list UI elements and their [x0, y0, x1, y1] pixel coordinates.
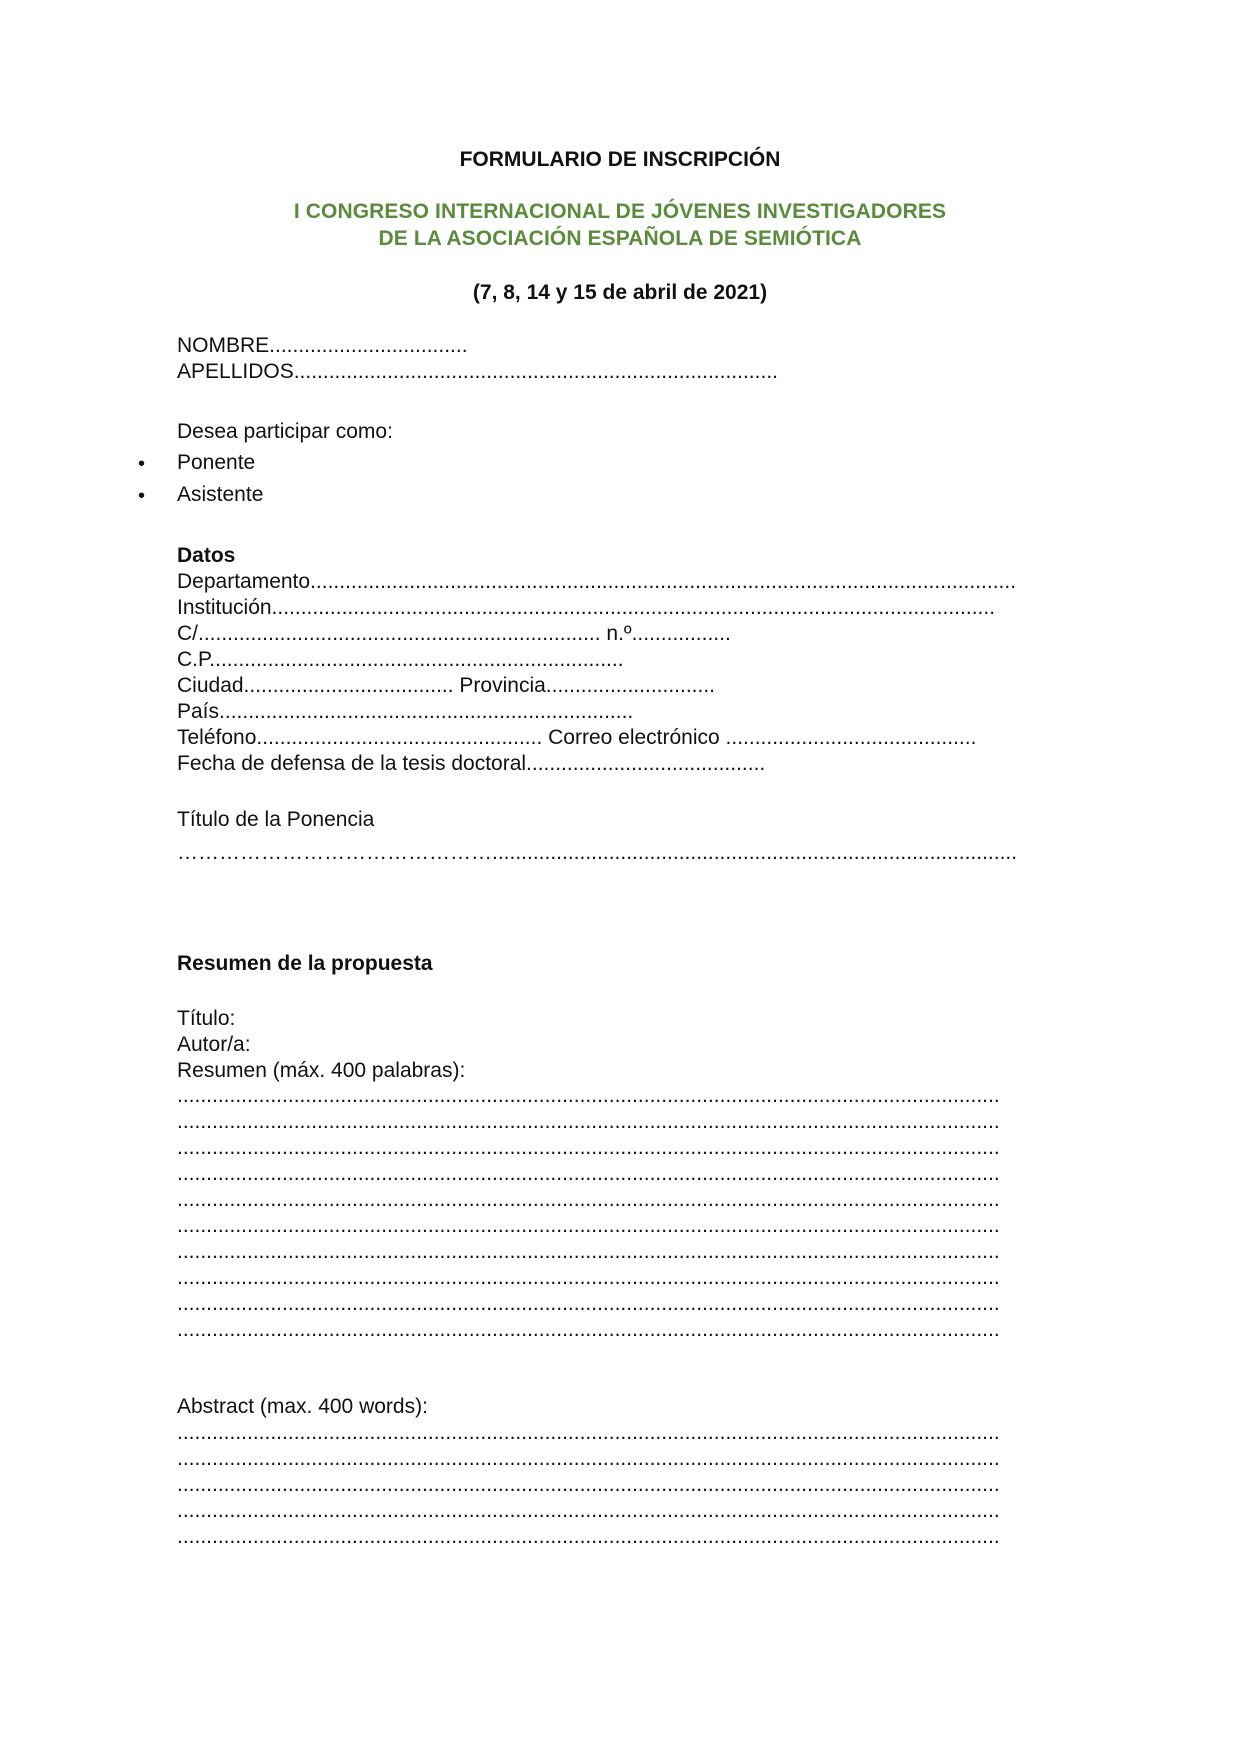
- abstract-line[interactable]: .............................................................................................................................................: [177, 1525, 1000, 1548]
- resumen-line[interactable]: .............................................................................................................................................: [177, 1292, 1000, 1315]
- resumen-line[interactable]: .............................................................................................................................................: [177, 1240, 1000, 1263]
- departamento-field[interactable]: Departamento.........................................................................................................................: [177, 570, 1017, 593]
- codigo-postal-field[interactable]: C.P.......................................................................: [177, 648, 624, 671]
- resumen-titulo-label: Título:: [177, 1007, 236, 1030]
- fecha-defensa-tesis-field[interactable]: Fecha de defensa de la tesis doctoral.........................................: [177, 752, 766, 775]
- titulo-ponencia-label: Título de la Ponencia: [177, 808, 375, 831]
- ciudad-provincia-field[interactable]: Ciudad.................................... Provincia.............................: [177, 674, 715, 697]
- calle-numero-field[interactable]: C/..................................................................... n.º.................: [177, 622, 731, 645]
- resumen-autor-label: Autor/a:: [177, 1033, 251, 1056]
- resumen-line[interactable]: .............................................................................................................................................: [177, 1188, 1000, 1211]
- resumen-line[interactable]: .............................................................................................................................................: [177, 1266, 1000, 1289]
- resumen-line[interactable]: .............................................................................................................................................: [177, 1136, 1000, 1159]
- resumen-heading: Resumen de la propuesta: [177, 952, 433, 975]
- telefono-correo-field[interactable]: Teléfono................................................. Correo electrónico ...........................................: [177, 726, 977, 749]
- abstract-line[interactable]: .............................................................................................................................................: [177, 1421, 1000, 1444]
- congress-name-line-2: DE LA ASOCIACIÓN ESPAÑOLA DE SEMIÓTICA: [378, 227, 862, 250]
- nombre-field[interactable]: NOMBRE..................................: [177, 334, 468, 357]
- titulo-ponencia-field[interactable]: ………………………………………..........................................................................................: [177, 841, 1018, 864]
- participation-question: Desea participar como:: [177, 420, 393, 443]
- resumen-line[interactable]: .............................................................................................................................................: [177, 1214, 1000, 1237]
- bullet-icon: •: [138, 453, 146, 475]
- form-title: FORMULARIO DE INSCRIPCIÓN: [459, 148, 781, 171]
- congress-dates: (7, 8, 14 y 15 de abril de 2021): [472, 281, 768, 304]
- abstract-label: Abstract (max. 400 words):: [177, 1395, 428, 1418]
- bullet-icon: •: [138, 485, 146, 507]
- resumen-palabras-label: Resumen (máx. 400 palabras):: [177, 1059, 466, 1082]
- option-asistente[interactable]: Asistente: [177, 483, 264, 506]
- abstract-line[interactable]: .............................................................................................................................................: [177, 1473, 1000, 1496]
- resumen-line[interactable]: .............................................................................................................................................: [177, 1162, 1000, 1185]
- abstract-line[interactable]: .............................................................................................................................................: [177, 1447, 1000, 1470]
- resumen-line[interactable]: .............................................................................................................................................: [177, 1084, 1000, 1107]
- datos-heading: Datos: [177, 544, 236, 567]
- option-ponente[interactable]: Ponente: [177, 451, 256, 474]
- congress-name-line-1: I CONGRESO INTERNACIONAL DE JÓVENES INVESTIGADORES: [293, 200, 947, 223]
- abstract-line[interactable]: .............................................................................................................................................: [177, 1499, 1000, 1522]
- resumen-line[interactable]: .............................................................................................................................................: [177, 1318, 1000, 1341]
- resumen-line[interactable]: .............................................................................................................................................: [177, 1110, 1000, 1133]
- pais-field[interactable]: País.......................................................................: [177, 700, 634, 723]
- institucion-field[interactable]: Institución............................................................................................................................: [177, 596, 996, 619]
- apellidos-field[interactable]: APELLIDOS...................................................................................: [177, 360, 778, 383]
